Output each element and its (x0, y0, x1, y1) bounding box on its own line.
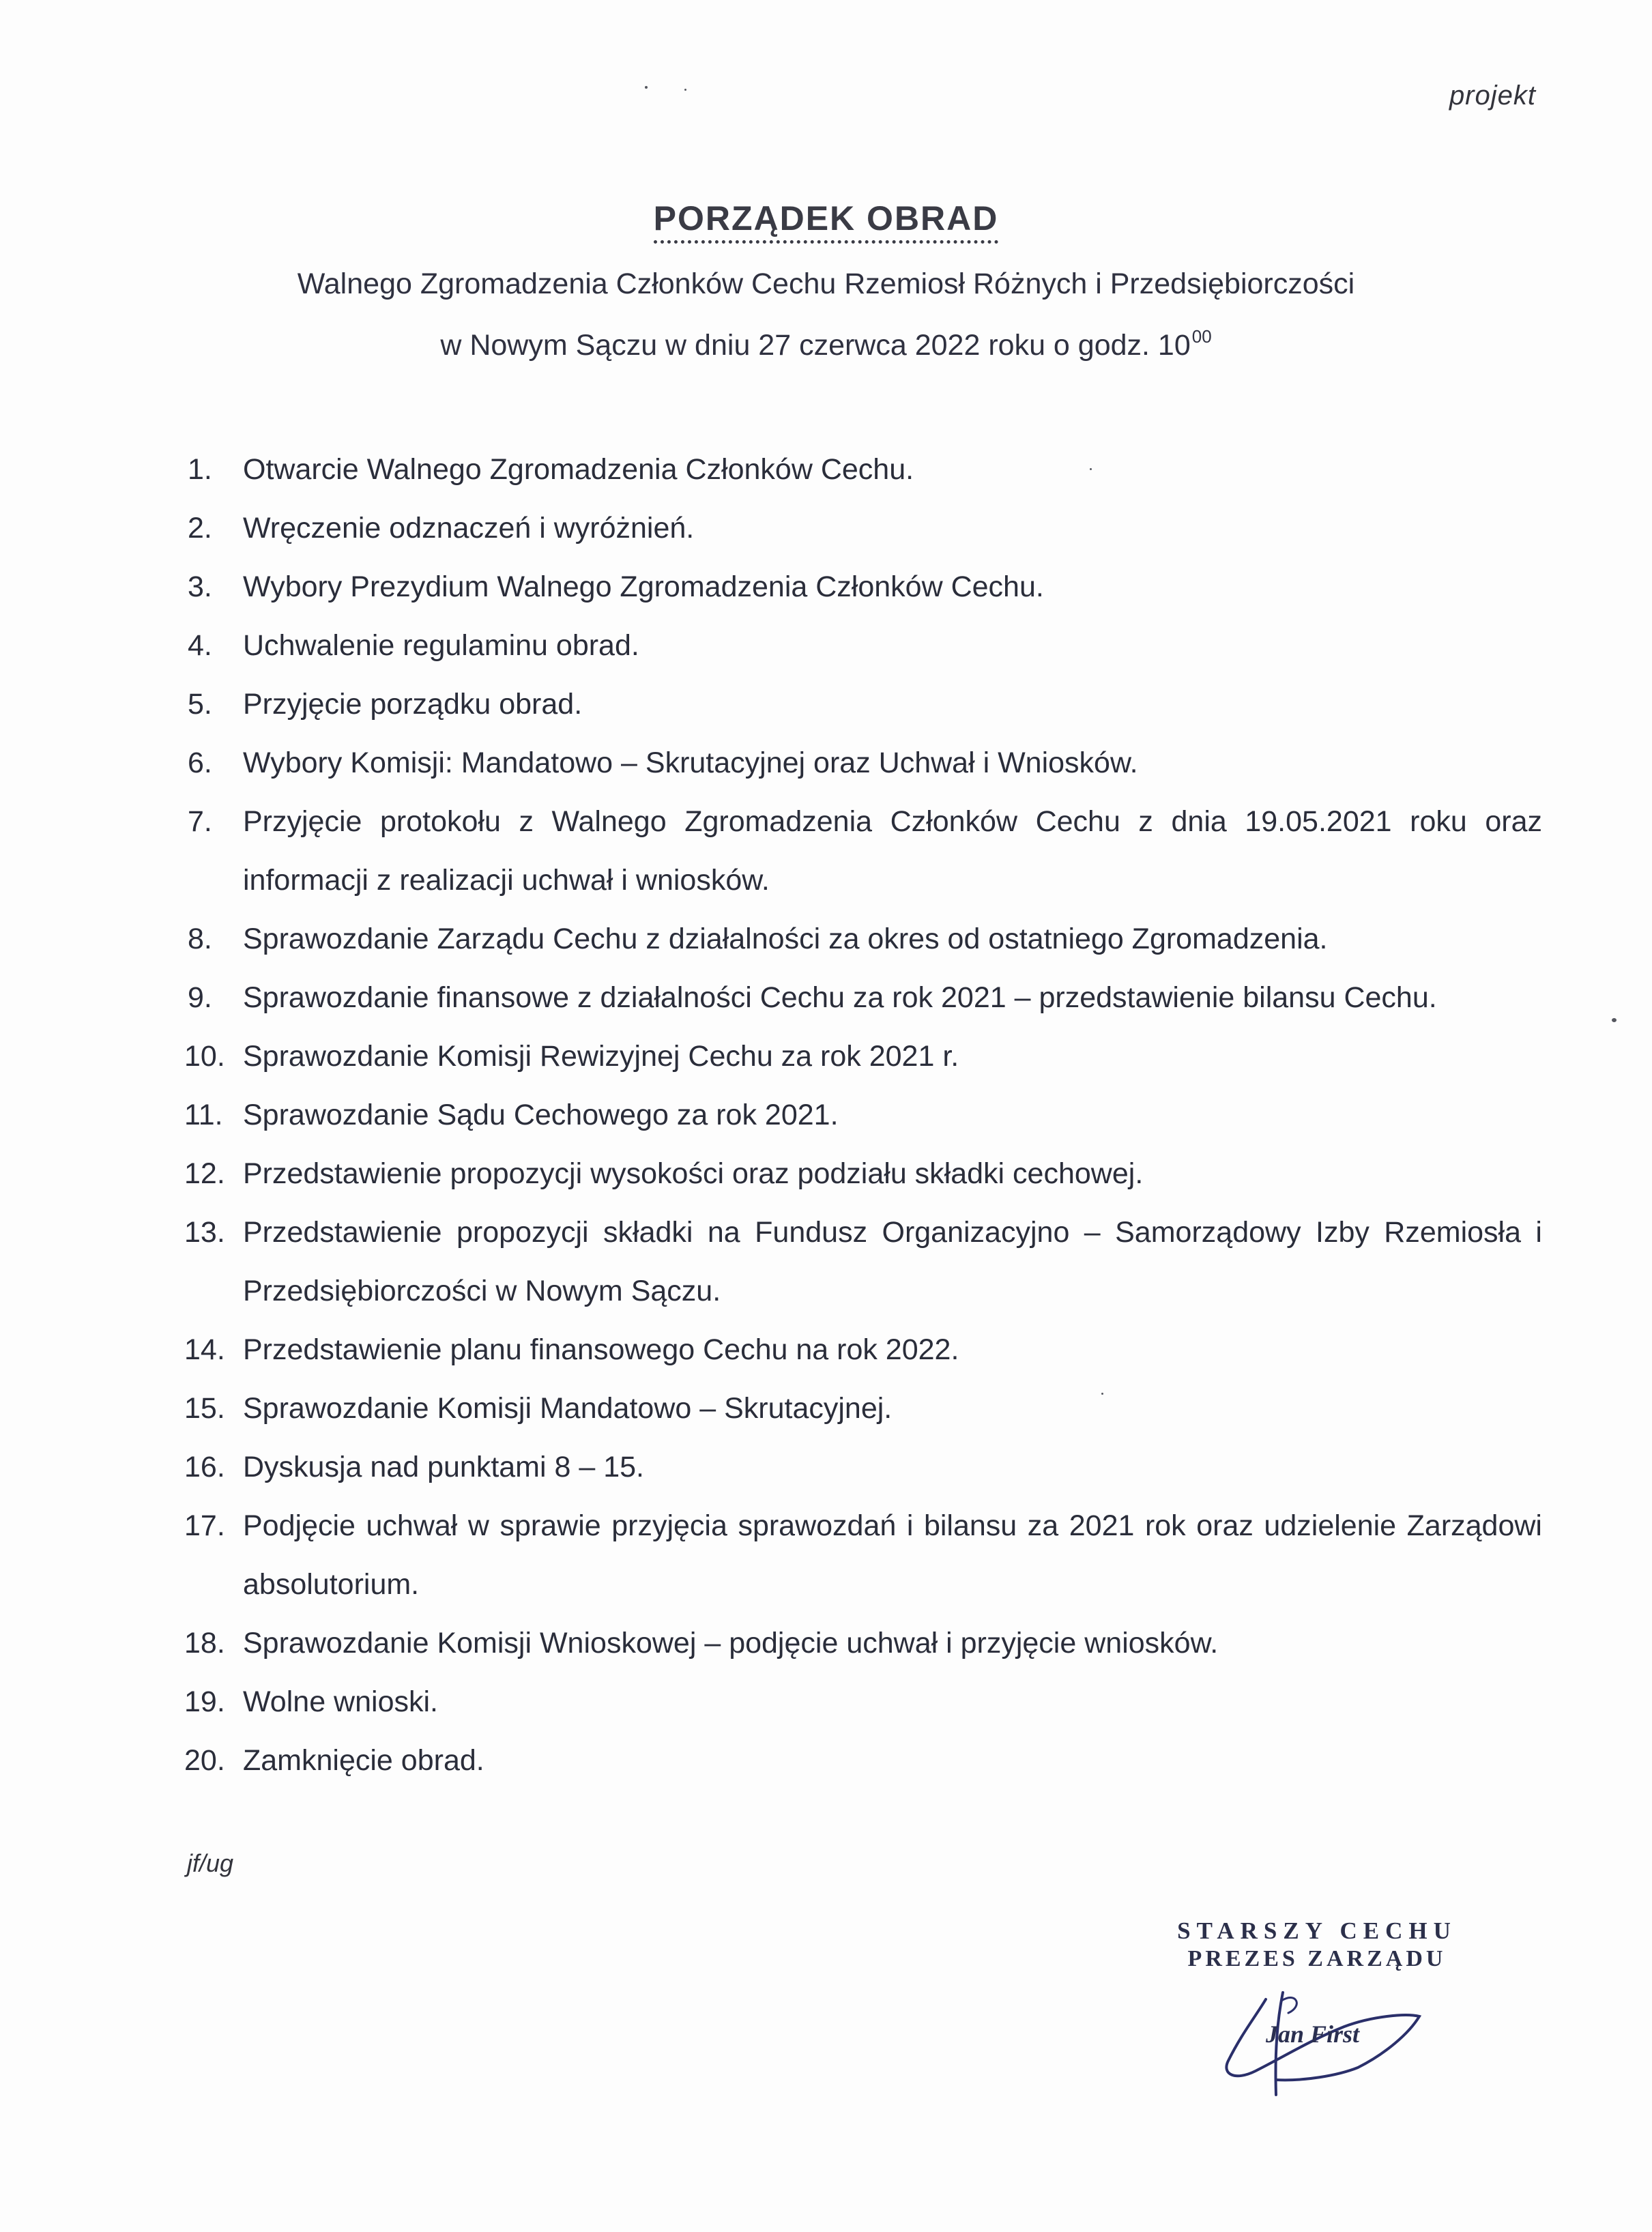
agenda-item (184, 440, 1542, 499)
agenda-item-number: 16. (184, 1451, 225, 1483)
agenda-item (184, 1027, 1542, 1086)
agenda-item-text: Uchwalenie regulaminu obrad. (243, 629, 639, 662)
agenda-item (184, 1320, 1542, 1379)
agenda-item-text: Sprawozdanie Komisji Rewizyjnej Cechu za rok 2021 r. (243, 1040, 959, 1073)
stamp-line-2: PREZES ZARZĄDU (1187, 1946, 1447, 1971)
agenda-item-number: 12. (184, 1157, 225, 1190)
agenda-item (184, 792, 1542, 910)
agenda-item-number: 19. (184, 1685, 225, 1718)
agenda-item-text: Wolne wnioski. (243, 1685, 438, 1718)
agenda-item (184, 675, 1542, 734)
agenda-item-number: 11. (184, 1099, 223, 1131)
agenda-item-number: 17. (184, 1509, 225, 1542)
agenda-item (184, 616, 1542, 675)
official-stamp (1140, 1917, 1494, 1972)
agenda-item-text: Sprawozdanie Komisji Wnioskowej – podjęcie uchwał i przyjęcie wniosków. (243, 1627, 1219, 1659)
agenda-item (184, 1144, 1542, 1203)
agenda-item (184, 1086, 1542, 1144)
agenda-item-number: 6. (188, 747, 212, 779)
agenda-item (184, 1614, 1542, 1672)
agenda-list (184, 440, 1542, 1790)
agenda-item (184, 557, 1542, 616)
agenda-item-text: Przyjęcie protokołu z Walnego Zgromadzenia Członków Cechu z dnia 19.05.2021 roku oraz informacji z realizacji uchwał i wniosków. (243, 805, 1542, 897)
agenda-item-text: Przedstawienie planu finansowego Cechu na rok 2022. (243, 1333, 959, 1366)
agenda-item (184, 734, 1542, 792)
agenda-item (184, 910, 1542, 968)
agenda-item-text: Sprawozdanie finansowe z działalności Cechu za rok 2021 – przedstawienie bilansu Cechu. (243, 981, 1437, 1014)
agenda-item (184, 1672, 1542, 1731)
scan-speck (1612, 1018, 1617, 1022)
agenda-item-text: Wręczenie odznaczeń i wyróżnień. (243, 512, 695, 545)
agenda-item-text: Sprawozdanie Zarządu Cechu z działalności za okres od ostatniego Zgromadzenia. (243, 923, 1328, 955)
agenda-item-text: Otwarcie Walnego Zgromadzenia Członków Cechu. (243, 453, 914, 486)
agenda-item (184, 1731, 1542, 1790)
signature-name: Jan First (1266, 2020, 1360, 2048)
scan-speck (645, 86, 648, 89)
agenda-item (184, 1496, 1542, 1614)
agenda-item-text: Sprawozdanie Sądu Cechowego za rok 2021. (243, 1099, 839, 1131)
agenda-item-number: 4. (188, 629, 212, 662)
agenda-item-text: Zamknięcie obrad. (243, 1744, 484, 1777)
agenda-item-number: 10. (184, 1040, 225, 1073)
agenda-item (184, 1438, 1542, 1496)
agenda-item-number: 5. (188, 688, 212, 721)
agenda-item-number: 13. (184, 1216, 225, 1249)
author-initials: jf/ug (187, 1849, 234, 1877)
agenda-item-number: 15. (184, 1392, 225, 1425)
agenda-item (184, 968, 1542, 1027)
scan-speck (684, 89, 686, 91)
subtitle-line-2 (0, 326, 1652, 362)
agenda-item-number: 1. (188, 453, 212, 486)
agenda-item-number: 8. (188, 923, 212, 955)
agenda-item (184, 499, 1542, 557)
agenda-item-number: 20. (184, 1744, 225, 1777)
agenda-item-text: Wybory Komisji: Mandatowo – Skrutacyjnej oraz Uchwał i Wniosków. (243, 747, 1138, 779)
agenda-item (184, 1203, 1542, 1320)
agenda-item-text: Przedstawienie propozycji składki na Fundusz Organizacyjno – Samorządowy Izby Rzemiosła i Przedsiębiorczości w Nowym Sączu. (243, 1216, 1542, 1307)
document-title-text: PORZĄDEK OBRAD (654, 198, 999, 244)
agenda-item-number: 9. (188, 981, 212, 1014)
agenda-item-number: 14. (184, 1333, 225, 1366)
agenda-item (184, 1379, 1542, 1438)
agenda-item-text: Dyskusja nad punktami 8 – 15. (243, 1451, 644, 1483)
agenda-item-text: Sprawozdanie Komisji Mandatowo – Skrutacyjnej. (243, 1392, 893, 1425)
agenda-item-text: Podjęcie uchwał w sprawie przyjęcia sprawozdań i bilansu za 2021 rok oraz udzielenie Zarządowi absolutorium. (243, 1509, 1542, 1601)
subtitle-time-superscript: 00 (1191, 326, 1212, 347)
agenda-item-text: Przedstawienie propozycji wysokości oraz podziału składki cechowej. (243, 1157, 1144, 1190)
stamp-line-1: STARSZY CECHU (1177, 1917, 1457, 1944)
document-title (0, 198, 1652, 244)
agenda-item-number: 18. (184, 1627, 225, 1659)
subtitle-line-1: Walnego Zgromadzenia Członków Cechu Rzemiosł Różnych i Przedsiębiorczości (297, 267, 1355, 300)
subtitle-line-2-text: w Nowym Sączu w dniu 27 czerwca 2022 roku o godz. 10 (440, 329, 1191, 362)
agenda-item-number: 3. (188, 570, 212, 603)
agenda-item-number: 7. (188, 805, 212, 838)
agenda-item-number: 2. (188, 512, 212, 545)
draft-label: projekt (1449, 81, 1536, 111)
agenda-item-text: Przyjęcie porządku obrad. (243, 688, 583, 721)
agenda-item-text: Wybory Prezydium Walnego Zgromadzenia Członków Cechu. (243, 570, 1044, 603)
